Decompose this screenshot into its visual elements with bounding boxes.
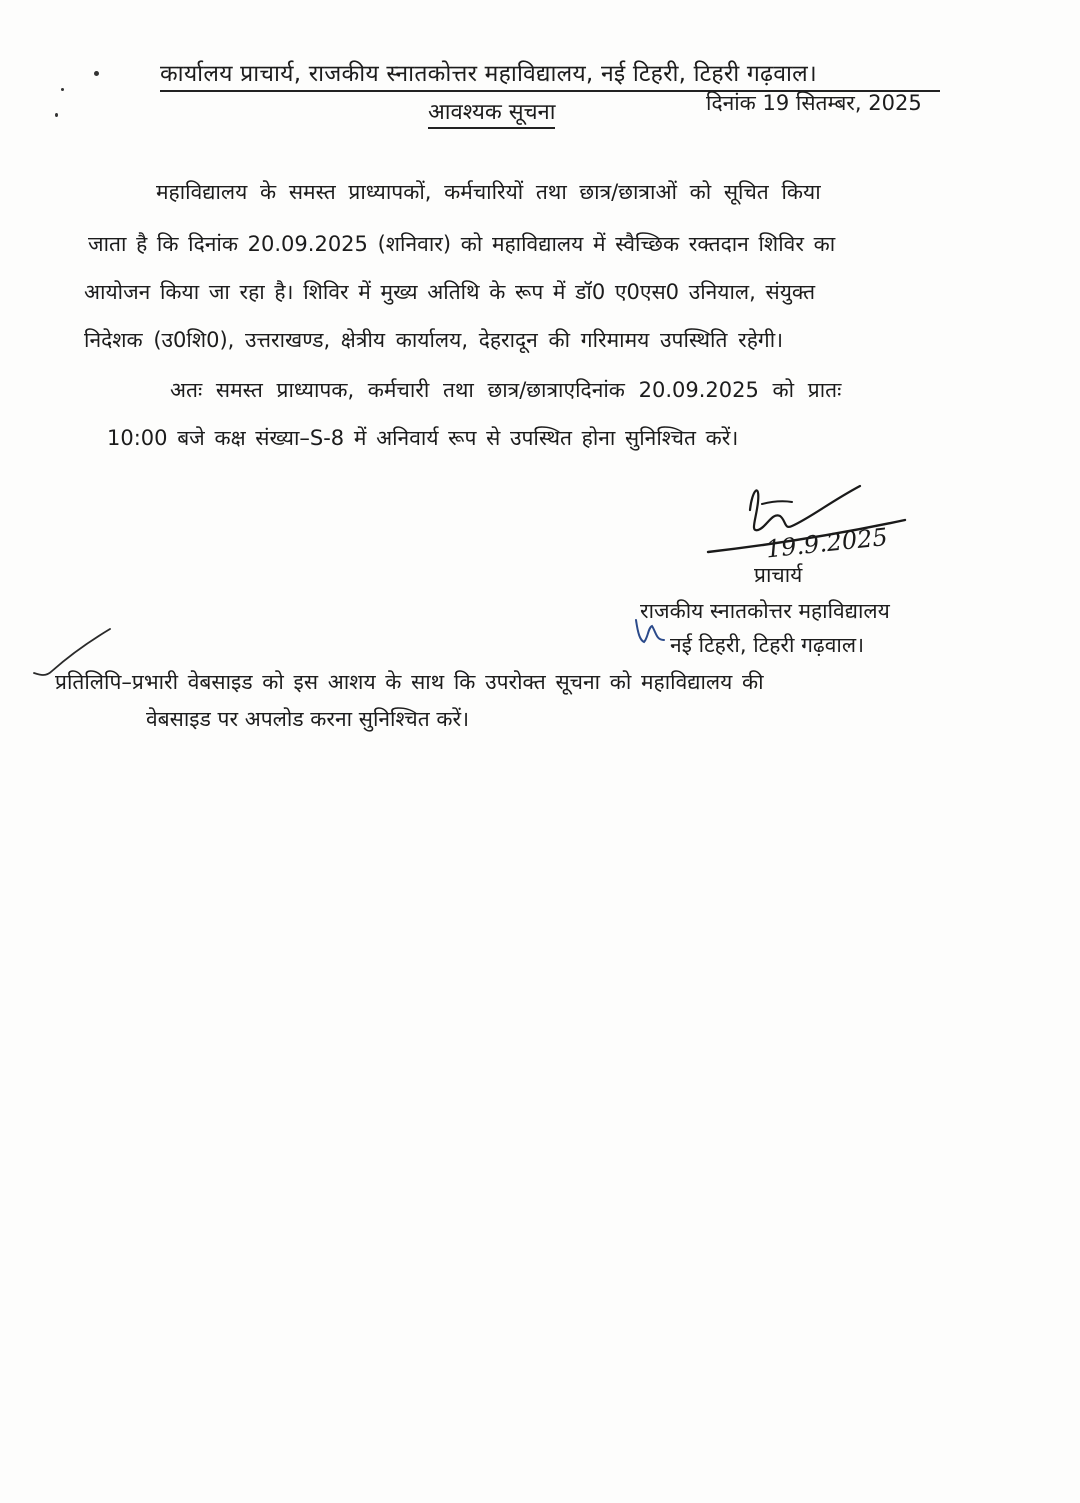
body-line: महाविद्यालय के समस्त प्राध्यापकों, कर्मचारियों तथा छात्र/छात्राओं को सूचित किया [156,180,821,204]
body-line: अतः समस्त प्राध्यापक, कर्मचारी तथा छात्र/छात्राएदिनांक 20.09.2025 को प्रातः [170,378,842,402]
notice-date: दिनांक 19 सितम्बर, 2025 [706,91,922,115]
signatory-institution: राजकीय स्नातकोत्तर महाविद्यालय [640,599,890,623]
paper-speck [55,113,58,117]
signatory-location: नई टिहरी, टिहरी गढ़वाल। [670,633,865,657]
copy-line: प्रतिलिपि–प्रभारी वेबसाइड को इस आशय के साथ कि उपरोक्त सूचना को महाविद्यालय की [55,670,764,694]
paper-speck [61,88,64,91]
paper-speck [94,71,99,76]
body-line: निदेशक (उ0शि0), उत्तराखण्ड, क्षेत्रीय कार्यालय, देहरादून की गरिमामय उपस्थिति रहेगी। [84,328,784,352]
office-title: कार्यालय प्राचार्य, राजकीय स्नातकोत्तर महाविद्यालय, नई टिहरी, टिहरी गढ़वाल। [160,56,940,92]
signature-date: 19.9.2025 [764,522,889,564]
body-line: जाता है कि दिनांक 20.09.2025 (शनिवार) को महाविद्यालय में स्वैच्छिक रक्तदान शिविर का [88,232,836,256]
body-line: 10:00 बजे कक्ष संख्या–S-8 में अनिवार्य रूप से उपस्थित होना सुनिश्चित करें। [107,426,739,450]
signatory-designation: प्राचार्य [754,563,803,587]
notice-subject: आवश्यक सूचना [428,96,555,129]
initial-mark [630,610,670,650]
principal-signature [700,472,920,572]
copy-line: वेबसाइड पर अपलोड करना सुनिश्चित करें। [146,707,470,731]
body-line: आयोजन किया जा रहा है। शिविर में मुख्य अतिथि के रूप में डॉ0 ए0एस0 उनियाल, संयुक्त [84,280,816,304]
